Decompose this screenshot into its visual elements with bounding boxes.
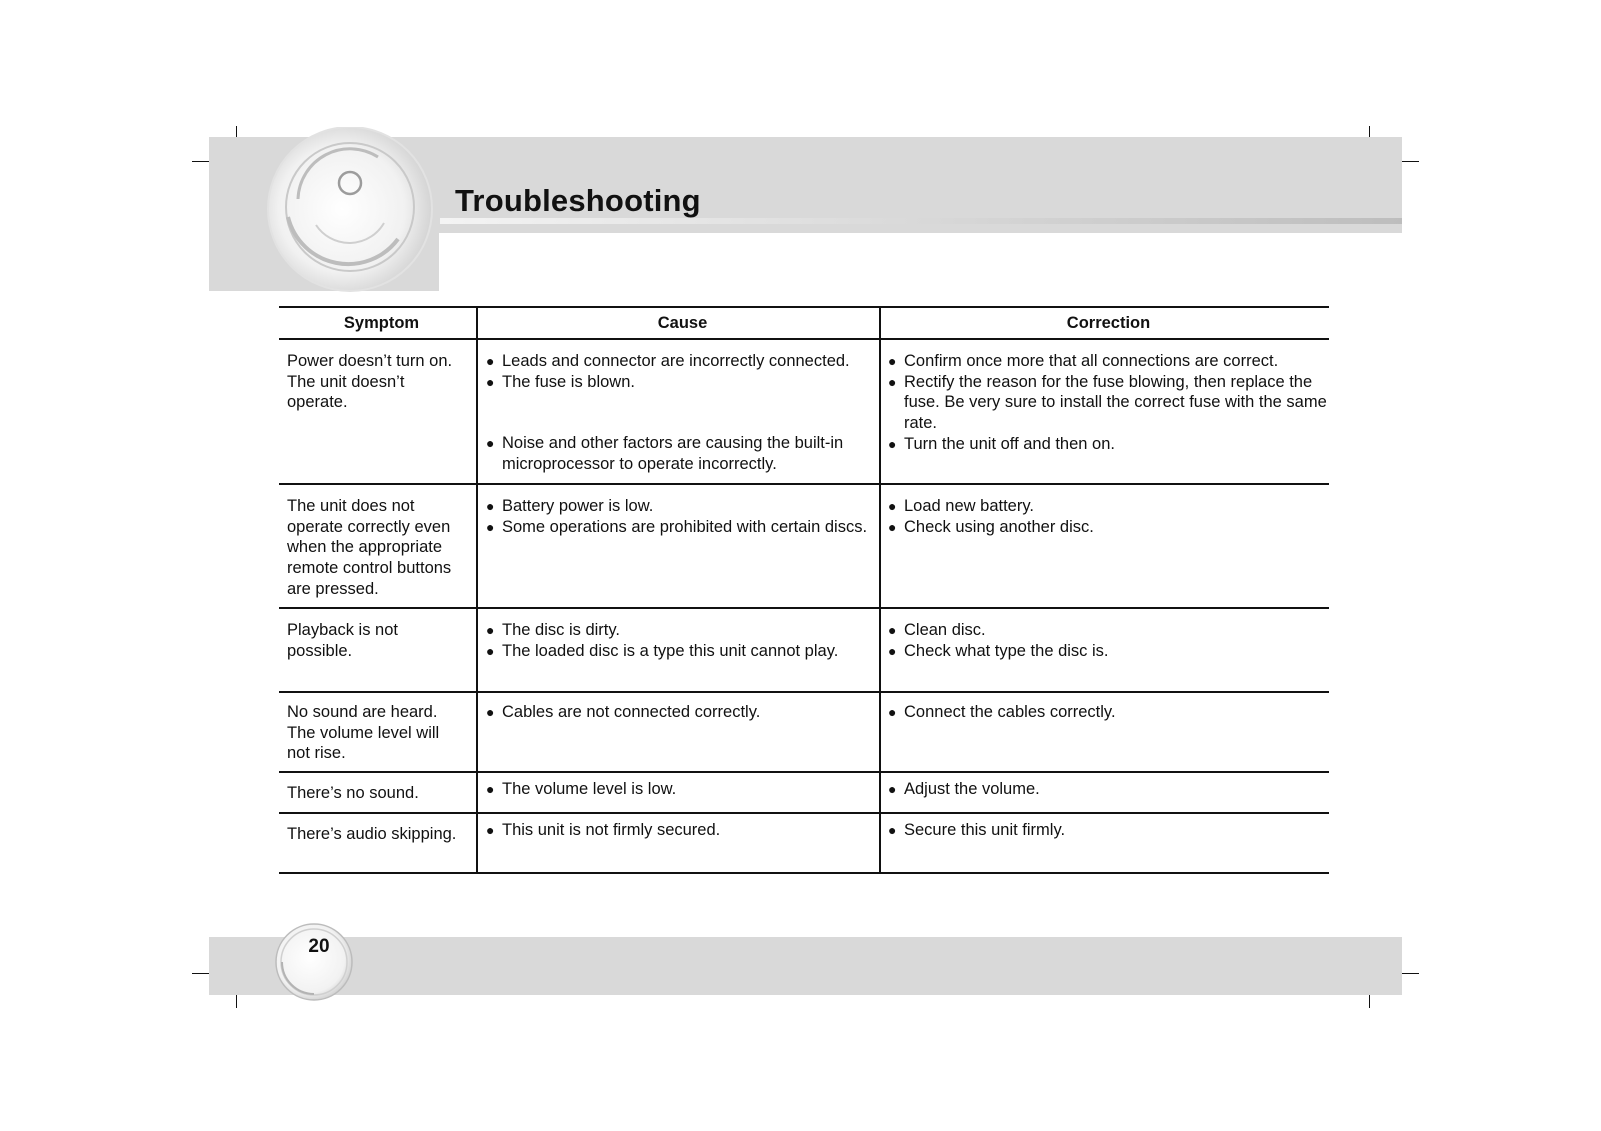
bullet-icon: ● — [486, 822, 495, 838]
table-row — [279, 814, 1329, 872]
symptom-text: No sound are heard. The volume level will not rise. — [287, 703, 440, 763]
bullet-icon: ● — [888, 704, 897, 720]
bullet-icon: ● — [486, 781, 495, 797]
bullet-icon: ● — [486, 498, 495, 514]
cause-item: ● Battery power is low. — [486, 497, 654, 515]
symptom-text: The unit does not operate correctly even when the appropriate remote control buttons are pressed. — [287, 497, 452, 598]
header-correction: Correction — [1066, 314, 1151, 332]
cause-cell — [478, 609, 881, 691]
correction-item: ● Secure this unit firmly. — [888, 821, 1066, 839]
symptom-cell — [279, 773, 478, 812]
bullet-icon: ● — [486, 622, 495, 638]
correction-item: ● Load new battery. — [888, 497, 1034, 515]
correction-item: ● Adjust the volume. — [888, 780, 1040, 798]
correction-item: ● Turn the unit off and then on. — [888, 434, 1115, 453]
header-symptom: Symptom — [279, 308, 478, 338]
table-header — [279, 308, 1329, 340]
footer-band — [209, 937, 1402, 995]
bullet-icon: ● — [888, 781, 897, 797]
header-cause: Cause — [478, 308, 881, 338]
cause-item: ● The fuse is blown. — [486, 372, 635, 391]
symptom-cell — [279, 609, 478, 691]
correction-item: ● Connect the cables correctly. — [888, 703, 1116, 721]
correction-item: ● Clean disc. — [888, 621, 986, 639]
disc-icon — [258, 127, 444, 295]
table-row — [279, 773, 1329, 814]
symptom-cell — [279, 340, 478, 483]
correction-cell — [881, 485, 1329, 607]
correction-cell — [881, 340, 1329, 483]
cause-cell — [478, 773, 881, 812]
correction-cell — [881, 609, 1329, 691]
bullet-icon: ● — [888, 435, 897, 452]
cause-item: ● The disc is dirty. — [486, 621, 620, 639]
page-number: 20 — [308, 936, 330, 957]
cause-item: ● Cables are not connected correctly. — [486, 703, 761, 721]
bullet-icon: ● — [486, 373, 495, 390]
bullet-icon: ● — [888, 353, 897, 369]
bullet-icon: ● — [888, 518, 897, 535]
cause-item: ● Some operations are prohibited with certain discs. — [486, 517, 868, 536]
page-title: Troubleshooting — [455, 183, 701, 218]
symptom-text: There’s no sound. — [287, 784, 419, 802]
symptom-cell — [279, 693, 478, 771]
bullet-icon: ● — [486, 642, 495, 659]
correction-cell — [881, 814, 1329, 872]
bullet-icon: ● — [486, 518, 495, 535]
symptom-text: Power doesn’t turn on. The unit doesn’t operate. — [287, 352, 453, 412]
troubleshooting-table — [279, 306, 1329, 874]
cause-cell — [478, 693, 881, 771]
cause-item: ● The volume level is low. — [486, 780, 677, 798]
bullet-icon: ● — [486, 704, 495, 720]
bullet-icon: ● — [486, 435, 495, 452]
correction-cell — [881, 693, 1329, 771]
bullet-icon: ● — [486, 353, 495, 369]
table-row — [279, 693, 1329, 773]
cause-item: ● This unit is not firmly secured. — [486, 821, 721, 839]
symptom-cell — [279, 814, 478, 872]
correction-item: ● Check what type the disc is. — [888, 641, 1109, 660]
bullet-icon: ● — [888, 498, 897, 514]
symptom-text: Playback is not possible. — [287, 621, 398, 660]
correction-item: ● Rectify the reason for the fuse blowing, then replace the fuse. Be very sure to install the correct fuse with the same rate. — [888, 372, 1327, 433]
cause-item: ● Noise and other factors are causing the built-in microprocessor to operate incorrectly. — [486, 434, 844, 474]
symptom-text: There’s audio skipping. — [287, 825, 457, 843]
cause-cell — [478, 485, 881, 607]
bullet-icon: ● — [888, 373, 897, 390]
bullet-icon: ● — [888, 622, 897, 638]
correction-cell — [881, 773, 1329, 812]
bullet-icon: ● — [888, 642, 897, 659]
correction-item: ● Confirm once more that all connections are correct. — [888, 352, 1279, 370]
cause-item: ● The loaded disc is a type this unit cannot play. — [486, 641, 839, 660]
correction-item: ● Check using another disc. — [888, 517, 1094, 536]
cause-cell — [478, 340, 881, 483]
symptom-cell — [279, 485, 478, 607]
cause-item: ● Leads and connector are incorrectly connected. — [486, 352, 850, 370]
page-badge-icon — [274, 922, 354, 1002]
table-row — [279, 485, 1329, 609]
table-row — [279, 609, 1329, 693]
bullet-icon: ● — [888, 822, 897, 838]
cause-cell — [478, 814, 881, 872]
table-row — [279, 340, 1329, 485]
